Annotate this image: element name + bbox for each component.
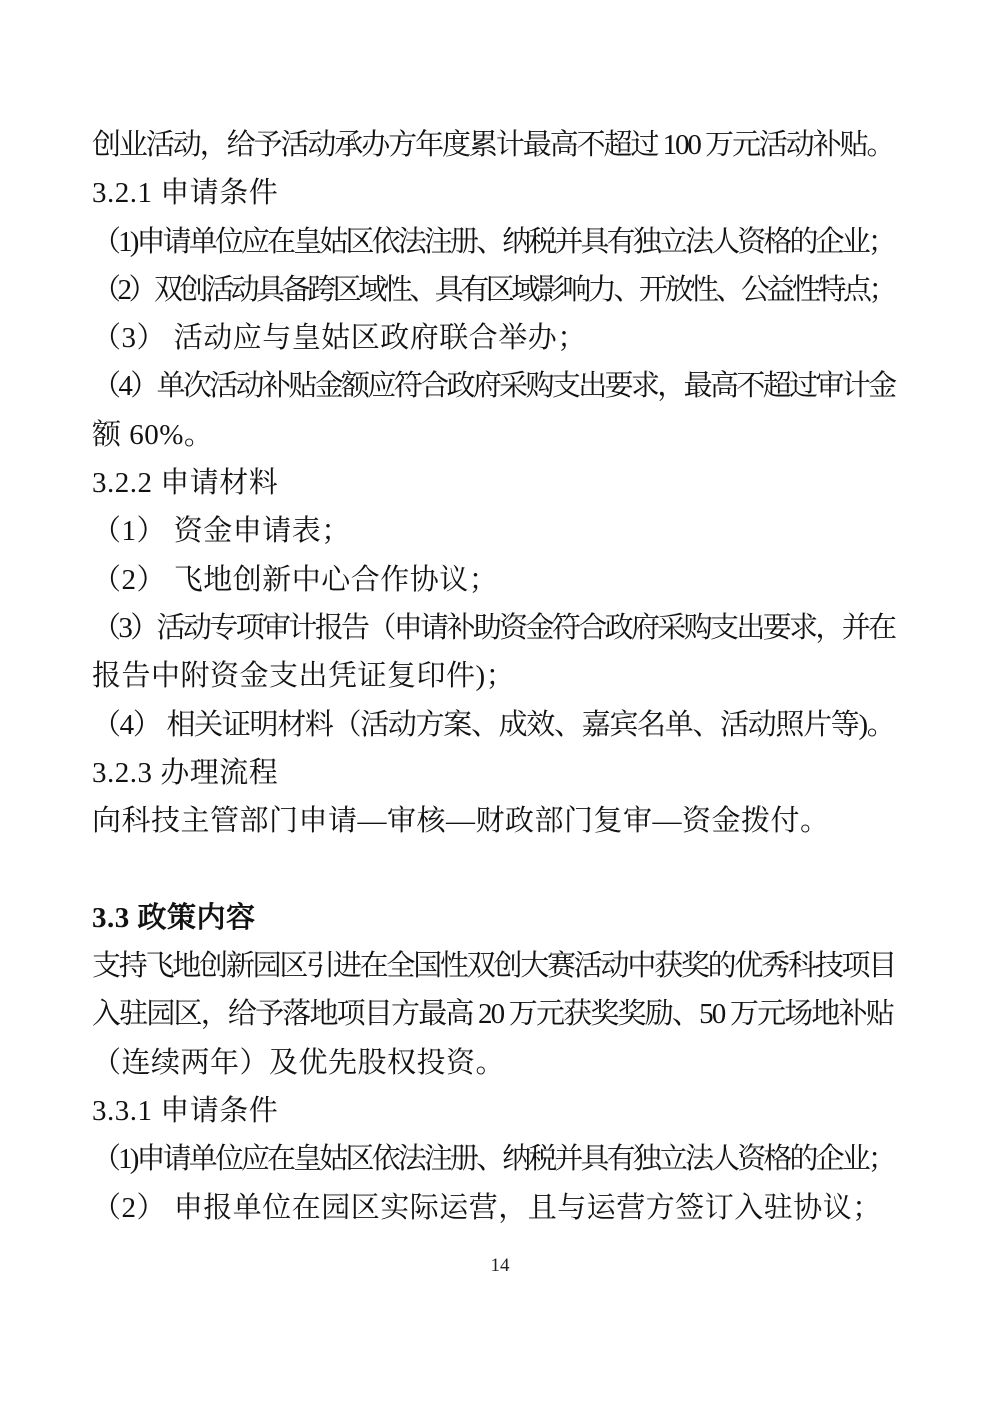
- text-line-content: （1)申请单位应在皇姑区依法注册、纳税并具有独立法人资格的企业；: [92, 225, 894, 258]
- text-line-content: （3）活动专项审计报告（申请补助资金符合政府采购支出要求，并在: [92, 611, 895, 644]
- document-body: [92, 121, 910, 1232]
- text-line: [92, 1039, 910, 1087]
- text-line: [92, 652, 910, 700]
- text-line: [92, 942, 910, 990]
- text-line-content: （2） 申报单位在园区实际运营，且与运营方签订入驻协议；: [92, 1191, 882, 1224]
- text-line: [92, 604, 910, 652]
- text-line: [92, 701, 910, 749]
- text-line-content: （4）单次活动补贴金额应符合政府采购支出要求，最高不超过审计金: [92, 370, 895, 403]
- text-line-content: （4） 相关证明材料（活动方案、成效、嘉宾名单、活动照片等)。: [92, 708, 895, 741]
- text-line-content: 3.3 政策内容: [92, 901, 256, 934]
- text-line-content: 3.2.3 办理流程: [92, 756, 279, 789]
- text-line-content: 向科技主管部门申请—审核—财政部门复审—资金拨付。: [92, 805, 830, 838]
- text-line: [92, 990, 910, 1038]
- text-line-content: （1） 资金申请表；: [92, 515, 351, 548]
- text-line: [92, 411, 910, 459]
- text-line: [92, 894, 910, 942]
- text-line: [92, 1087, 910, 1135]
- text-line-content: 3.3.1 申请条件: [92, 1094, 279, 1127]
- text-line: [92, 121, 910, 169]
- text-line: [92, 749, 910, 797]
- page-number: 14: [490, 1255, 510, 1276]
- text-line: [92, 169, 910, 217]
- text-line: [92, 556, 910, 604]
- text-line: [92, 1135, 910, 1183]
- text-line-content: 额 60%。: [92, 418, 214, 451]
- text-line: [92, 1184, 910, 1232]
- text-line-content: （2） 飞地创新中心合作协议；: [92, 563, 499, 596]
- text-line: [92, 218, 910, 266]
- text-line-content: 入驻园区，给予落地项目方最高 20 万元获奖奖励、50 万元场地补贴: [92, 998, 893, 1031]
- text-line: [92, 314, 910, 362]
- text-line: [92, 362, 910, 410]
- text-line-content: 创业活动，给予活动承办方年度累计最高不超过 100 万元活动补贴。: [92, 129, 894, 161]
- text-line-content: （连续两年）及优先股权投资。: [92, 1046, 506, 1079]
- text-line: [92, 459, 910, 507]
- text-line-content: 3.2.1 申请条件: [92, 177, 279, 210]
- text-line-content: （2）双创活动具备跨区域性、具有区域影响力、开放性、公益性特点；: [92, 273, 894, 306]
- text-line-content: 3.2.2 申请材料: [92, 467, 279, 500]
- blank-line: [92, 845, 910, 893]
- text-line-content: （1)申请单位应在皇姑区依法注册、纳税并具有独立法人资格的企业；: [92, 1143, 894, 1176]
- text-line: [92, 797, 910, 845]
- text-line: [92, 507, 910, 555]
- text-line-content: （3） 活动应与皇姑区政府联合举办；: [92, 322, 587, 355]
- text-line-content: 支持飞地创新园区引进在全国性双创大赛活动中获奖的优秀科技项目: [92, 950, 895, 983]
- text-line-content: 报告中附资金支出凭证复印件)；: [92, 660, 516, 693]
- text-line: [92, 266, 910, 314]
